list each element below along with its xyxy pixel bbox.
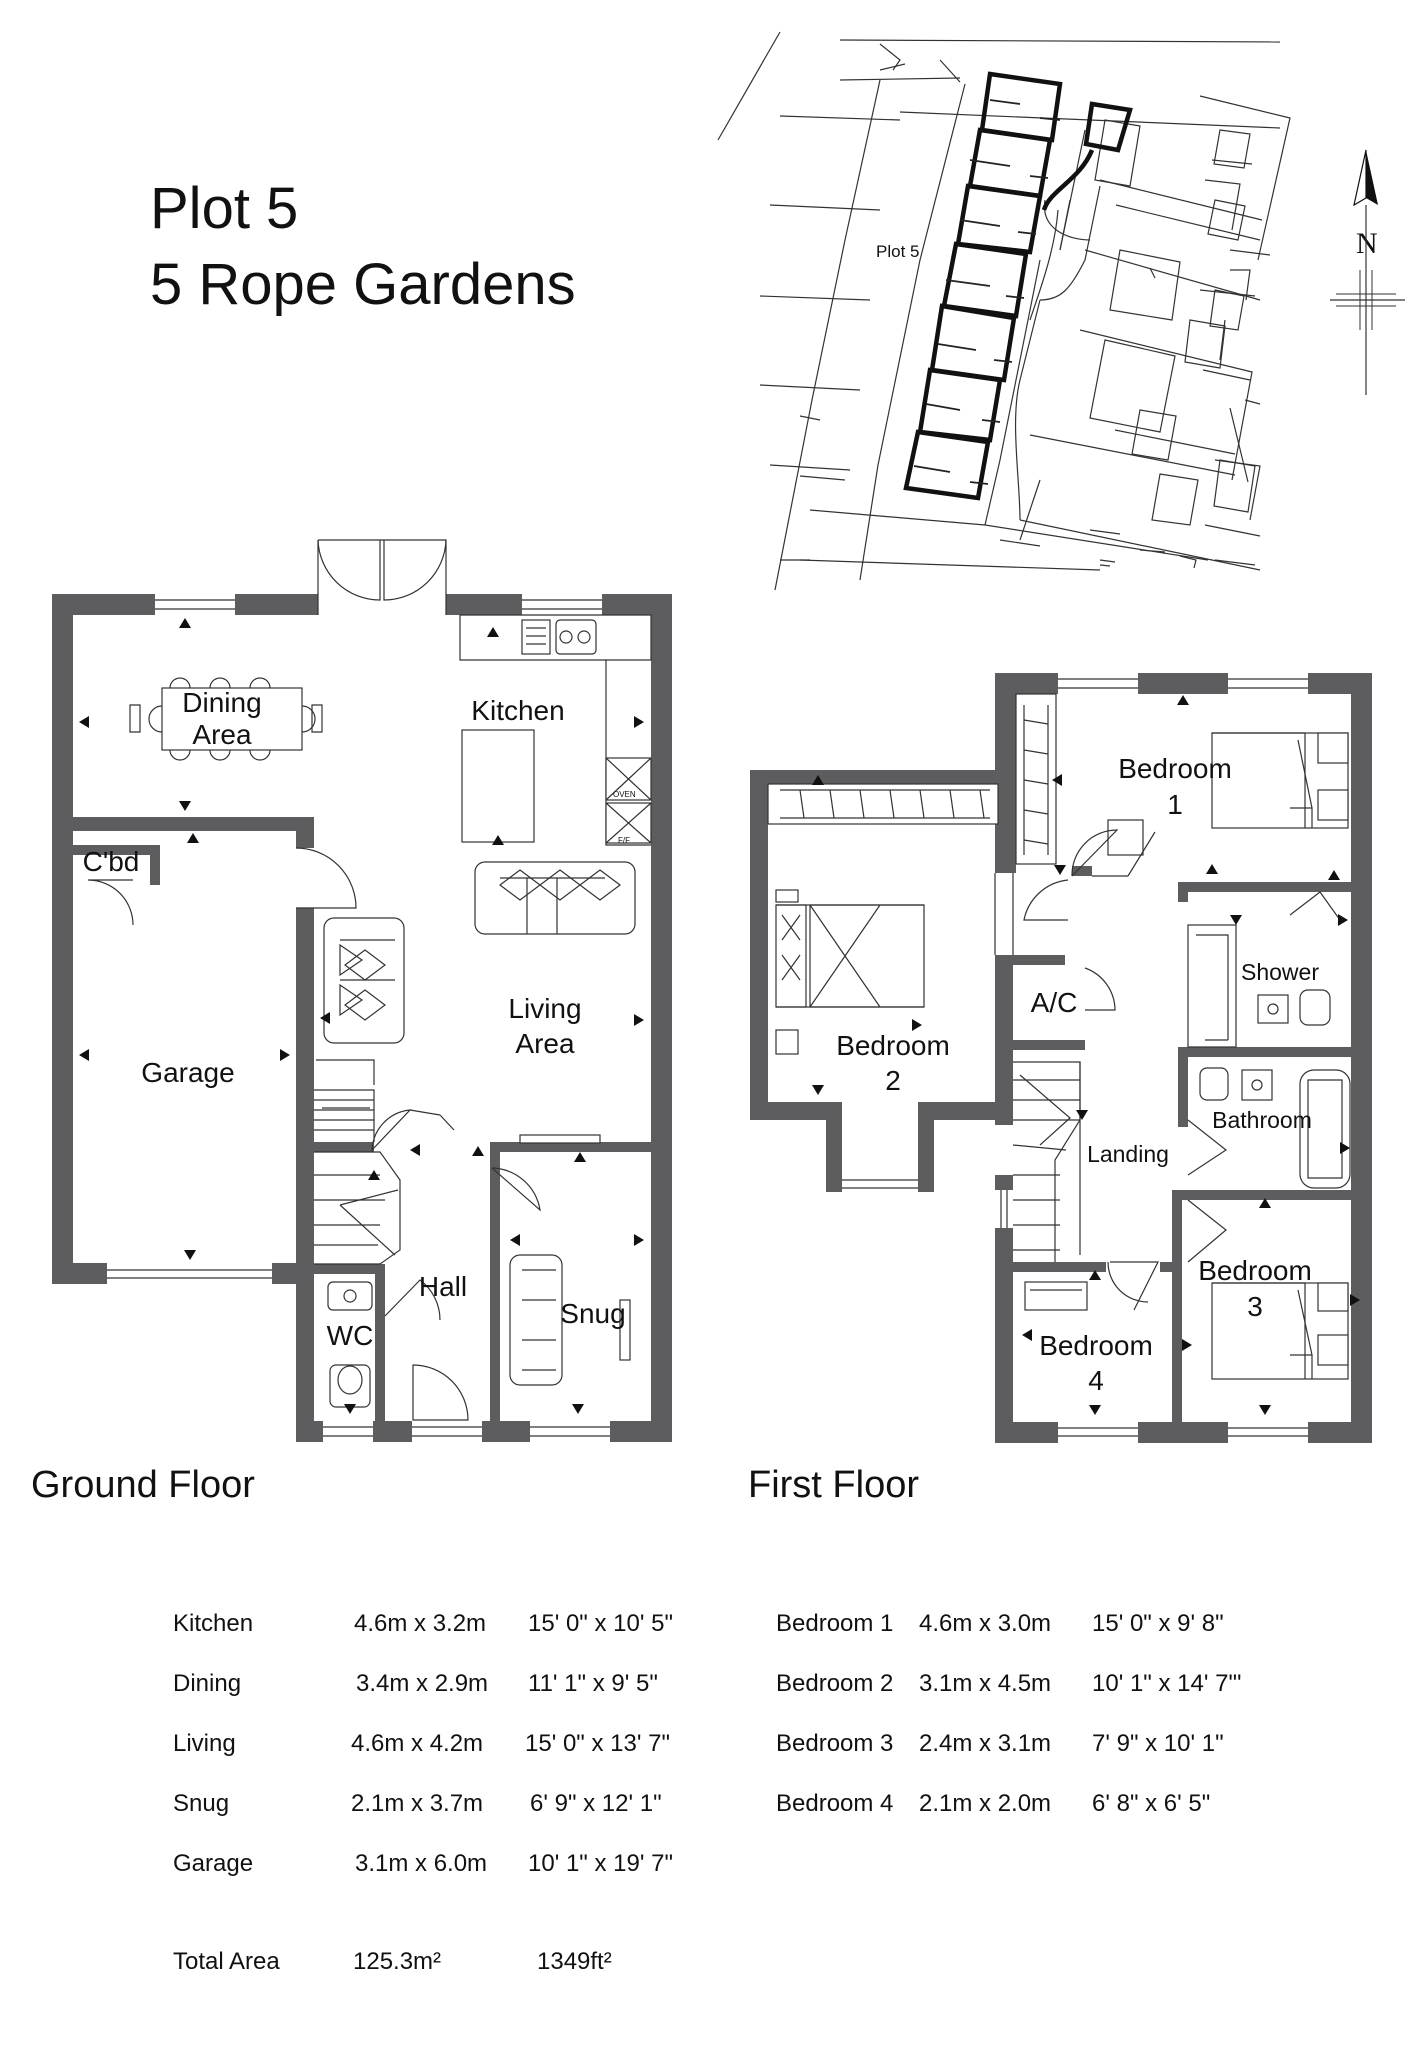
schedule-room: Dining bbox=[173, 1670, 242, 1697]
schedule-room: Garage bbox=[173, 1850, 254, 1877]
schedule-metric: 4.6m x 3.0m bbox=[919, 1610, 1052, 1637]
fridge-freezer-label: F/F bbox=[618, 836, 630, 845]
bedroom3-label-line1: Bedroom bbox=[1198, 1255, 1312, 1286]
bedroom1-label-line2: 1 bbox=[1167, 789, 1183, 820]
schedule-room: Kitchen bbox=[173, 1610, 254, 1637]
schedule-imperial: 6' 8" x 6' 5" bbox=[1092, 1790, 1211, 1817]
total-area-imperial: 1349ft² bbox=[537, 1948, 612, 1975]
schedule-imperial: 11' 1" x 9' 5" bbox=[528, 1670, 658, 1697]
schedule-metric: 3.1m x 4.5m bbox=[919, 1670, 1052, 1697]
living-label-line2: Area bbox=[515, 1028, 575, 1059]
bedroom3-label-line2: 3 bbox=[1247, 1291, 1263, 1322]
north-arrow-icon bbox=[1330, 150, 1405, 395]
schedule-imperial: 10' 1" x 14' 7"' bbox=[1092, 1670, 1242, 1697]
ac-label: A/C bbox=[1030, 987, 1078, 1018]
schedule-metric: 3.1m x 6.0m bbox=[355, 1850, 488, 1877]
living-label-line1: Living bbox=[508, 993, 582, 1024]
kitchen-label: Kitchen bbox=[471, 695, 565, 726]
schedule-imperial: 7' 9" x 10' 1" bbox=[1092, 1730, 1224, 1757]
sofa-icon bbox=[324, 862, 635, 1143]
first-floor-plan bbox=[750, 673, 1372, 1443]
plot-title: Plot 5 bbox=[150, 176, 299, 241]
bedroom1-label-line1: Bedroom bbox=[1118, 753, 1232, 784]
schedule-metric: 2.4m x 3.1m bbox=[919, 1730, 1052, 1757]
schedule-metric: 2.1m x 3.7m bbox=[351, 1790, 484, 1817]
wc-label: WC bbox=[326, 1320, 374, 1351]
site-plan bbox=[718, 32, 1405, 590]
total-area-metric: 125.3m² bbox=[353, 1948, 442, 1975]
first-floor-label: First Floor bbox=[748, 1464, 919, 1506]
bedroom2-label-line2: 2 bbox=[885, 1065, 901, 1096]
shower-label: Shower bbox=[1241, 959, 1319, 985]
garage-label: Garage bbox=[141, 1057, 235, 1088]
north-label: N bbox=[1356, 227, 1378, 260]
site-plot-label: Plot 5 bbox=[876, 242, 920, 261]
schedule-imperial: 15' 0" x 10' 5" bbox=[528, 1610, 673, 1637]
schedule-metric: 4.6m x 3.2m bbox=[354, 1610, 487, 1637]
bedroom2-label-line1: Bedroom bbox=[836, 1030, 950, 1061]
bedroom4-label-line2: 4 bbox=[1088, 1365, 1104, 1396]
schedule-metric: 3.4m x 2.9m bbox=[356, 1670, 489, 1697]
schedule-room: Bedroom 4 bbox=[776, 1790, 894, 1817]
bedroom4-label-line1: Bedroom bbox=[1039, 1330, 1153, 1361]
schedule-room: Bedroom 1 bbox=[776, 1610, 894, 1637]
hall-label: Hall bbox=[418, 1271, 468, 1302]
schedule-room: Living bbox=[173, 1730, 236, 1757]
cbd-label: C'bd bbox=[82, 846, 140, 877]
dining-label-line2: Area bbox=[192, 719, 252, 750]
schedule-imperial: 15' 0" x 9' 8" bbox=[1092, 1610, 1224, 1637]
schedule-room: Bedroom 2 bbox=[776, 1670, 894, 1697]
total-area-label: Total Area bbox=[173, 1948, 280, 1975]
schedule-imperial: 15' 0" x 13' 7" bbox=[525, 1730, 670, 1757]
schedule-room: Snug bbox=[173, 1790, 230, 1817]
oven-label: OVEN bbox=[613, 790, 636, 799]
schedule-metric: 4.6m x 4.2m bbox=[351, 1730, 484, 1757]
address-title: 5 Rope Gardens bbox=[150, 252, 576, 317]
schedule-metric: 2.1m x 2.0m bbox=[919, 1790, 1052, 1817]
schedule-room: Bedroom 3 bbox=[776, 1730, 894, 1757]
dining-label-line1: Dining bbox=[182, 687, 262, 718]
bathroom-label: Bathroom bbox=[1212, 1107, 1312, 1133]
stairs-icon bbox=[314, 1060, 400, 1264]
ground-floor-plan bbox=[52, 540, 672, 1442]
landing-label: Landing bbox=[1087, 1141, 1169, 1167]
schedule-imperial: 6' 9" x 12' 1" bbox=[530, 1790, 662, 1817]
snug-label: Snug bbox=[560, 1298, 626, 1329]
schedule-imperial: 10' 1" x 19' 7" bbox=[528, 1850, 673, 1877]
ground-floor-label: Ground Floor bbox=[31, 1464, 255, 1506]
